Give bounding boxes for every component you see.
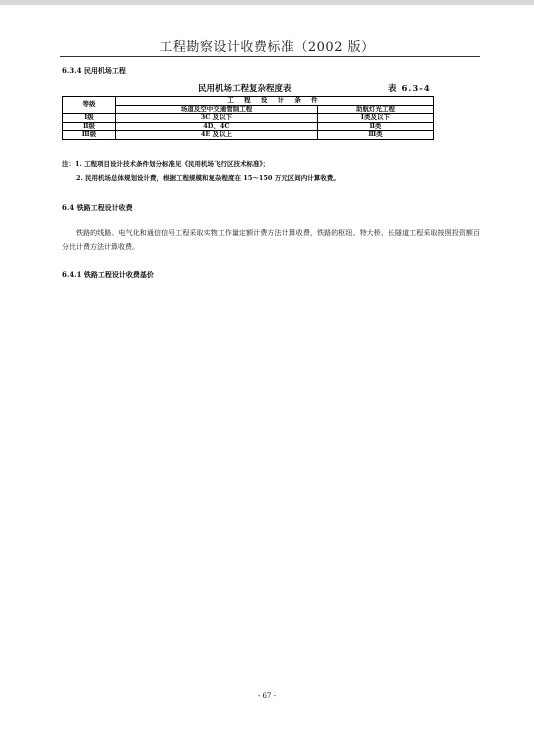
table-row: [63, 114, 434, 123]
table-note-2: 2. 民用机场总体规划设计费，根据工程规模和复杂程度在 15～150 万元区间内计算收费。: [76, 174, 340, 182]
header-grade: 等级: [63, 97, 116, 114]
row-col2: Ⅲ类: [317, 131, 433, 140]
table-number: 表 6.3-4: [388, 84, 431, 94]
row-col2: Ⅰ类及以下: [317, 114, 433, 123]
table-header-row: [63, 97, 434, 106]
header-col2: 助航灯光工程: [317, 105, 433, 114]
page-top-edge: [0, 0, 534, 5]
row-grade: Ⅲ级: [63, 131, 116, 140]
section-6-4-paragraph: 铁路的线路、电气化和通信信号工程采取实物工作量定额计费方法计算收费，铁路的枢纽、特大桥、长隧道工程采取按照投资额百分比计费方法计算收费。: [62, 229, 480, 251]
row-grade: Ⅱ级: [63, 122, 116, 131]
running-header-title: 工程勘察设计收费标准（2002 版）: [159, 40, 375, 55]
row-grade: Ⅰ级: [63, 114, 116, 123]
row-col1: 4D、4C: [116, 122, 318, 131]
complexity-table: [62, 96, 434, 140]
section-heading-6-3-4: 6.3.4 民用机场工程: [62, 66, 126, 75]
page-number: - 67 -: [257, 692, 277, 700]
row-col1: 4E 及以上: [116, 131, 318, 140]
section-heading-6-4: 6.4 铁路工程设计收费: [62, 203, 133, 212]
row-col1: 3C 及以下: [116, 114, 318, 123]
table-note-1: 注：1. 工程项目设计技术条件划分标准见《民用机场飞行区技术标准》；: [62, 160, 270, 168]
row-col2: Ⅱ类: [317, 122, 433, 131]
header-rule: [60, 56, 480, 57]
table-row: [63, 131, 434, 140]
header-col1: 场道及空中交通管制工程: [116, 105, 318, 114]
header-conditions: 工 程 设 计 条 件: [116, 97, 434, 106]
section-heading-6-4-1: 6.4.1 铁路工程设计收费基价: [62, 270, 154, 279]
table-title: 民用机场工程复杂程度表: [198, 84, 292, 94]
